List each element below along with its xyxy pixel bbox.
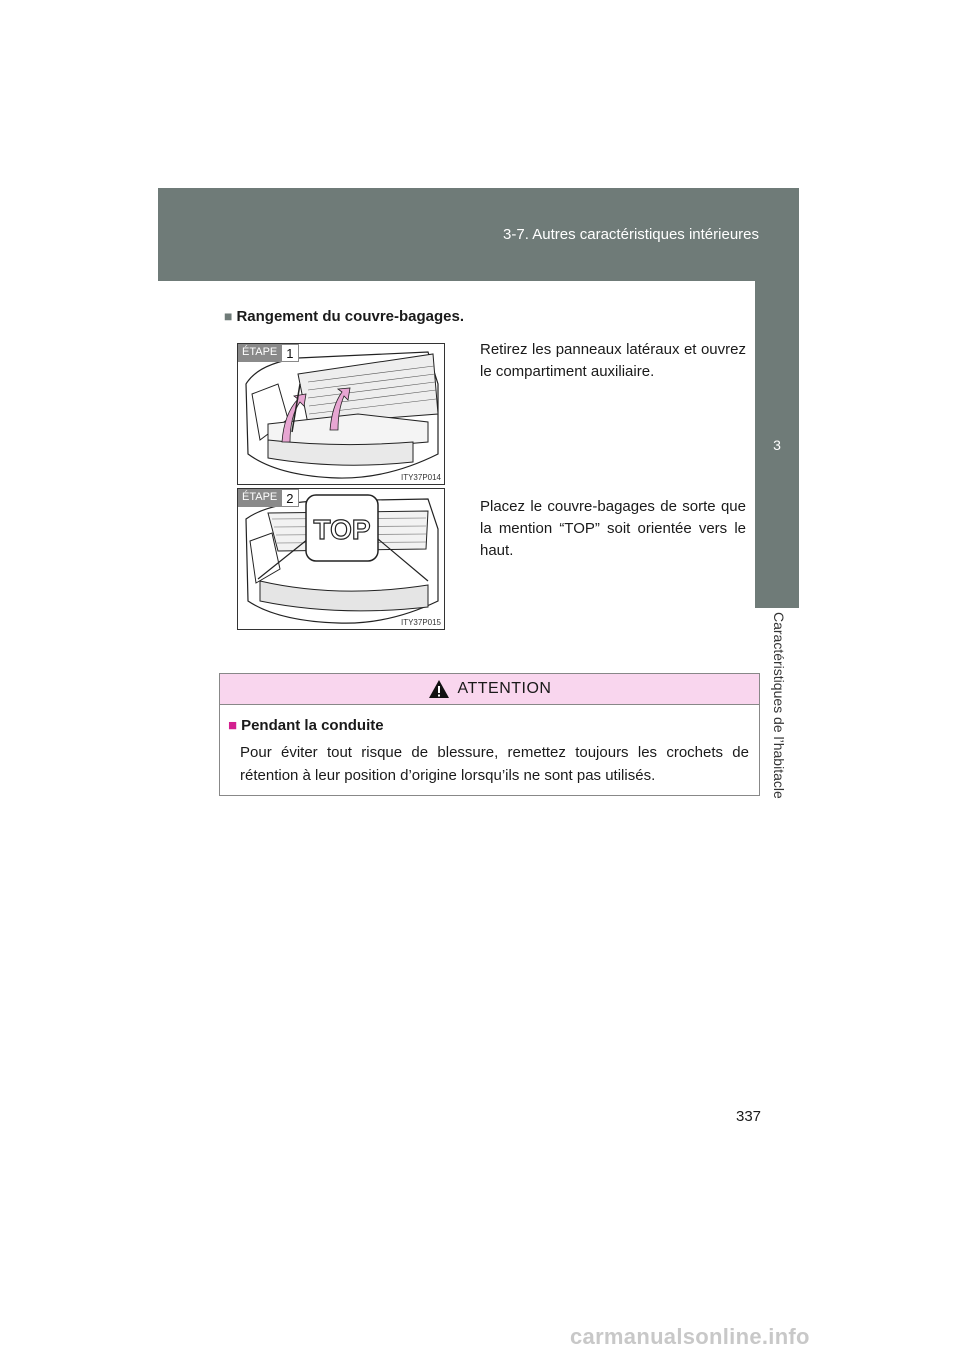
top-callout-text: TOP	[313, 514, 371, 545]
figure-step-2	[237, 488, 445, 630]
attention-box	[219, 673, 760, 796]
step-badge-number: 1	[281, 344, 298, 362]
step-badge	[238, 344, 299, 362]
square-bullet-icon: ■	[228, 717, 238, 734]
step-badge-label: ÉTAPE	[238, 344, 281, 362]
chapter-number: 3	[773, 436, 781, 453]
section-heading	[224, 308, 464, 325]
section-heading-text: Rangement du couvre-bagages.	[236, 308, 465, 325]
step-2-text: Placez le couvre-bagages de sorte que la mention “TOP” soit orientée vers le haut.	[480, 498, 746, 559]
header-band	[158, 188, 799, 281]
attention-subheading	[228, 717, 384, 734]
figure-code: ITY37P015	[400, 618, 441, 627]
warning-triangle-icon	[428, 679, 450, 699]
trunk-illustration-1	[238, 344, 444, 484]
step-1-text: Retirez les panneaux latéraux et ouvrez le compartiment auxiliaire.	[480, 341, 746, 380]
trunk-illustration-2	[238, 489, 444, 629]
page-number: 337	[736, 1108, 762, 1125]
figure-code: ITY37P014	[400, 473, 441, 482]
step-badge-number: 2	[281, 489, 298, 507]
chapter-tab	[755, 281, 799, 608]
step-badge	[238, 489, 299, 507]
section-title: 3-7. Autres caractéristiques intérieures	[503, 226, 759, 243]
attention-header	[220, 674, 759, 705]
attention-body: Pour éviter tout risque de blessure, remettez toujours les crochets de rétention à leur position d’origine lorsqu’ils ne sont pas utilisés.	[240, 744, 749, 784]
figure-step-1	[237, 343, 445, 485]
step-badge-label: ÉTAPE	[238, 489, 281, 507]
watermark: carmanualsonline.info	[570, 1324, 810, 1349]
attention-title: ATTENTION	[457, 680, 552, 697]
attention-subheading-text: Pendant la conduite	[241, 717, 384, 734]
chapter-label-tab	[755, 612, 799, 834]
chapter-label: Caractéristiques de l’habitacle	[771, 612, 787, 799]
square-bullet-icon: ■	[224, 308, 233, 324]
